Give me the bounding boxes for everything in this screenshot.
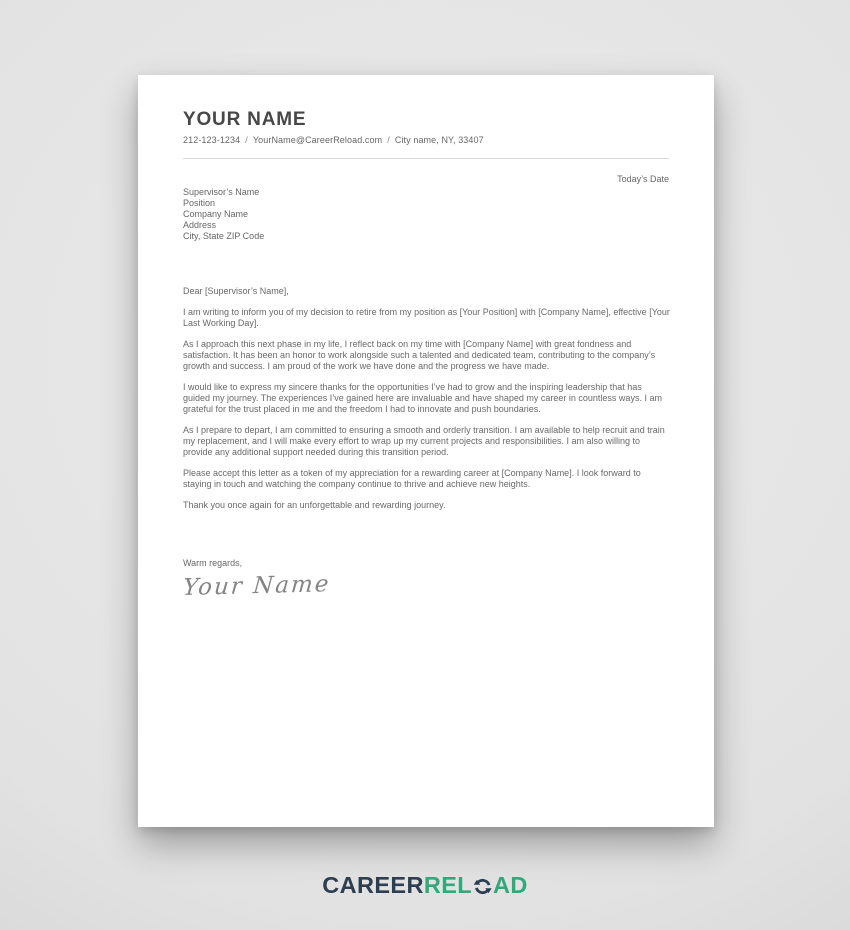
contact-location: City name, NY, 33407 — [394, 135, 484, 145]
header-divider — [183, 158, 669, 159]
contact-email: YourName@CareerReload.com — [252, 135, 383, 145]
letter-paragraph: Please accept this letter as a token of my appreciation for a rewarding career at [Company Name]. I look forward to staying in touch and watching the company continue to thrive and achieve new heights. — [183, 468, 641, 489]
letter-paragraph: I am writing to inform you of my decision to retire from my position as [Your Position] with [Company Name], effective [Your Last Working Day]. — [183, 307, 670, 329]
careerreload-logo — [322, 872, 528, 899]
recipient-company: Company Name — [183, 209, 249, 219]
reload-circular-arrow-icon — [473, 877, 492, 896]
salutation: Dear [Supervisor’s Name], — [183, 286, 289, 296]
recipient-address: Address — [183, 220, 217, 230]
letter-page — [138, 75, 714, 827]
logo-text-ad: AD — [493, 872, 528, 898]
logo-text-career: CAREER — [322, 872, 424, 898]
contact-separator: / — [245, 135, 248, 145]
logo-text-rel: REL — [423, 872, 473, 898]
contact-line — [183, 135, 669, 145]
recipient-block — [183, 187, 669, 242]
recipient-position: Position — [183, 198, 216, 208]
contact-phone: 212-123-1234 — [183, 135, 241, 145]
recipient-name: Supervisor’s Name — [183, 187, 260, 197]
recipient-city-state-zip: City, State ZIP Code — [183, 231, 265, 241]
date-line: Today’s Date — [617, 174, 669, 184]
letter-paragraph: I would like to express my sincere thanks for the opportunities I’ve had to grow and the inspiring leadership that has guided my journey. The experiences I’ve gained here are invaluable and have shaped my career in countless ways. I am grateful for the trust placed in me and the freedom I had to innovate and push boundaries. — [183, 382, 662, 414]
letter-body — [183, 286, 670, 511]
contact-separator: / — [387, 135, 390, 145]
page-title: YOUR NAME — [183, 109, 307, 130]
signature: Your Name — [181, 571, 332, 601]
letter-paragraph: As I prepare to depart, I am committed to ensuring a smooth and orderly transition. I am available to help recruit and train my replacement, and I will make every effort to wrap up my current projects and responsibilities. I am also willing to provide any additional support needed during this transition period. — [183, 425, 665, 457]
closing-line: Warm regards, — [183, 557, 243, 568]
letter-paragraph: As I approach this next phase in my life, I reflect back on my time with [Company Name] with great fondness and satisfaction. It has been an honor to work alongside such a talented and dedicated team, contributing to the company’s growth and success. I am proud of the work we have done and the progress we have made. — [183, 339, 656, 371]
letter-paragraph: Thank you once again for an unforgettable and rewarding journey. — [183, 500, 446, 511]
